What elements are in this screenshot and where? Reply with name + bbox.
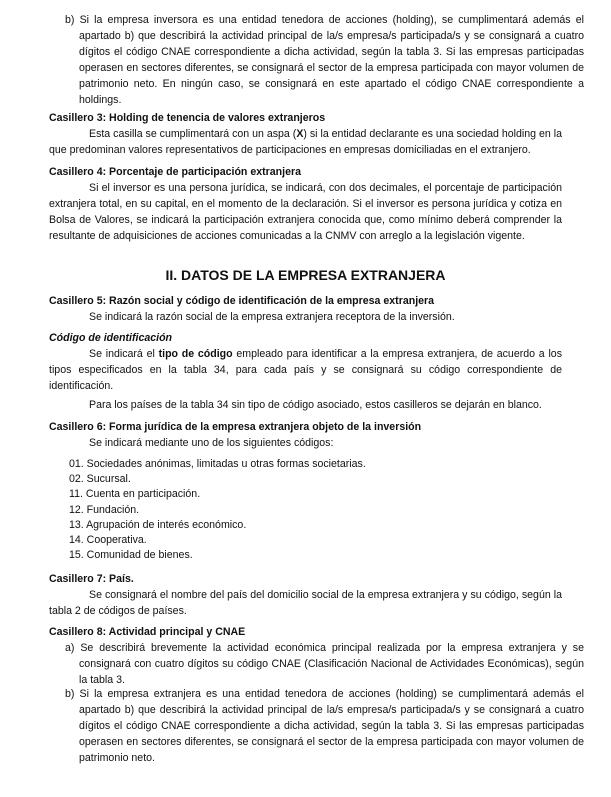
code-item: 11. Cuenta en participación. [69,488,201,501]
casillero3-text-b: ) si la entidad declarante es una sociedad holding en la que predominan valores representativos de participaciones en empresas domiciliadas en el extranjero. [49,128,562,156]
code-item: 02. Sucursal. [69,473,131,486]
casillero3-mark: X [296,128,304,140]
casillero5-p1-b: empleado para identificar a la empresa extranjera, de acuerdo a los tipos especificados en la tabla 34, para cada país y se consignará su código correspondiente de identificación. [49,348,562,392]
casillero7-heading: Casillero 7: País. [49,573,134,585]
casillero5-subtitle: Código de identificación [49,332,173,344]
casillero5-text: Se indicará la razón social de la empresa extranjera receptora de la inversión. [89,311,455,323]
legal-form-code-list [69,457,549,563]
casillero5-paragraph-1 [49,346,562,394]
casillero8-item-b [57,686,584,766]
casillero3-text-a: Esta casilla se cumplimentará con un aspa ( [89,128,297,140]
casillero8-heading: Casillero 8: Actividad principal y CNAE [49,626,246,638]
casillero5-heading: Casillero 5: Razón social y código de identificación de la empresa extranjera [49,295,435,307]
item-b-text: Si la empresa extranjera es una entidad tenedora de acciones (holding) se cumplimentará además el apartado b) que describirá la actividad principal de la/s empresa/s participada/s y se consignará a cuatro dígitos el código CNAE correspondiente a dicha actividad, según la tabla 3. Si las empresas participadas operasen en sectores diferentes, se consignará el sector de la empresa participada con mayor volumen de patrimonio neto. [79,688,584,764]
casillero3-text [49,126,562,158]
top-item-b-marker: b) [65,14,75,26]
item-a-text: Se describirá brevemente la actividad económica principal realizada por la empresa extranjera y se consignará con cuatro dígitos su código CNAE (Clasificación Nacional de Actividades Económicas), según la tabla 3. [79,642,584,686]
casillero8-item-a [57,640,584,688]
casillero6-intro: Se indicará mediante uno de los siguientes códigos: [89,437,334,449]
casillero6-heading: Casillero 6: Forma jurídica de la empresa extranjera objeto de la inversión [49,421,422,433]
code-item: 14. Cooperativa. [69,533,147,546]
casillero3-heading: Casillero 3: Holding de tenencia de valores extranjeros [49,112,326,124]
code-item: 12. Fundación. [69,503,140,516]
code-item: 13. Agrupación de interés económico. [69,518,247,531]
section-title: II. DATOS DE LA EMPRESA EXTRANJERA [165,267,446,283]
item-a-marker: a) [65,642,75,654]
casillero7-text: Se consignará el nombre del país del domicilio social de la empresa extranjera y su código, según la tabla 2 de códigos de países. [49,589,562,617]
casillero5-p1-bold: tipo de código [158,348,233,360]
casillero5-p1-a: Se indicará el [89,348,159,360]
top-item-b-text: Si la empresa inversora es una entidad tenedora de acciones (holding), se cumplimentará además el apartado b) que describirá la actividad principal de la/s empresa/s participada/s y se consignará a cuatro dígitos el código CNAE correspondiente a dicha actividad, según la tabla 3. Si las empresas participadas operasen en sectores diferentes, se consignará el sector de la empresa participada con mayor volumen de patrimonio neto. En ningún caso, se consignará en este apartado el código CNAE correspondiente a holdings. [79,14,584,106]
code-item: 01. Sociedades anónimas, limitadas u otras formas societarias. [69,458,366,470]
top-item-b [57,12,584,108]
code-item: 15. Comunidad de bienes. [69,549,193,562]
casillero5-paragraph-2: Para los países de la tabla 34 sin tipo de código asociado, estos casilleros se dejarán en blanco. [89,399,542,411]
casillero4-heading: Casillero 4: Porcentaje de participación extranjera [49,166,301,178]
item-b-marker: b) [65,688,75,700]
casillero4-text: Si el inversor es una persona jurídica, se indicará, con dos decimales, el porcentaje de participación extranjera total, en su capital, en el momento de la declaración. Si el inversor es persona jurídica y cotiza en Bolsa de Valores, se indicará la participación extranjera conocida que, como mínimo deberá comprender la resultante de adquisiciones de acciones comunicadas a la CNMV con arreglo a la legislación vigente. [49,182,562,242]
